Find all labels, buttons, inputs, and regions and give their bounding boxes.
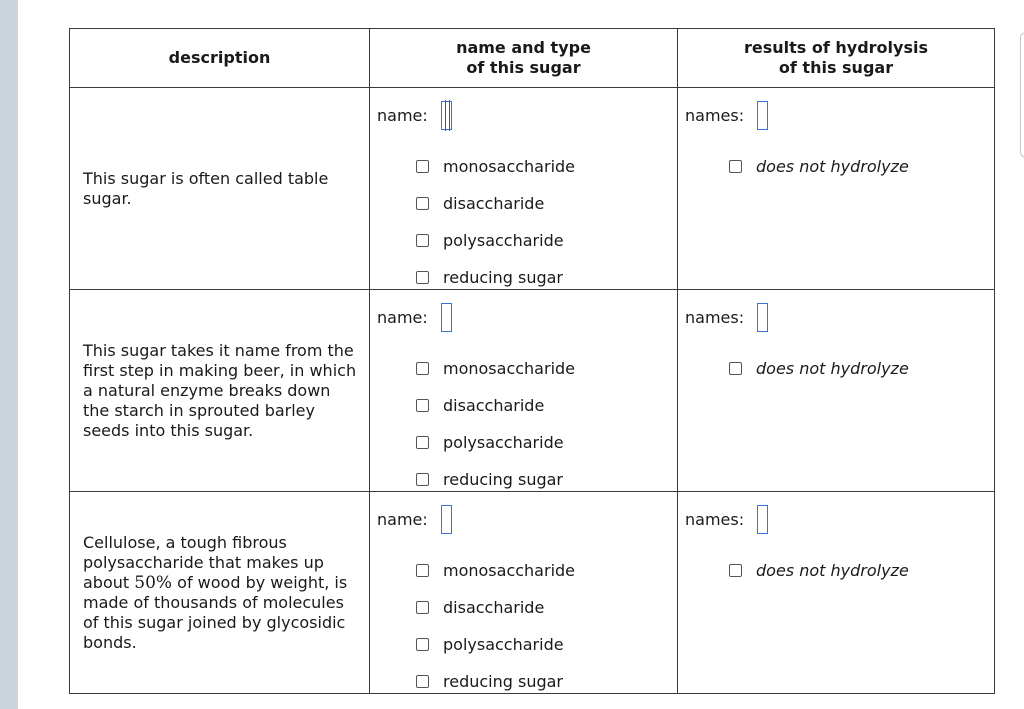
checkbox[interactable] xyxy=(729,362,742,375)
name-field-row xyxy=(377,303,452,332)
description-text: This sugar takes it name from the first step in making beer, in which a natural enzyme breaks down the starch in sprouted barley seeds into this sugar. xyxy=(83,340,357,440)
checkbox[interactable] xyxy=(416,436,429,449)
option-disaccharide[interactable]: disaccharide xyxy=(416,185,575,222)
name-answer-input[interactable] xyxy=(441,101,452,130)
checkbox[interactable] xyxy=(729,160,742,173)
option-does-not-hydrolyze[interactable]: does not hydrolyze xyxy=(729,552,909,589)
names-answer-input[interactable] xyxy=(757,303,768,332)
description-text: This sugar is often called table sugar. xyxy=(83,168,329,208)
name-label: name: xyxy=(377,510,428,529)
hydrolysis-cell xyxy=(678,290,995,492)
header-hydrolysis-line1: results of hydrolysis xyxy=(743,38,928,57)
checkbox[interactable] xyxy=(416,675,429,688)
name-field-row xyxy=(377,101,452,130)
name-label: name: xyxy=(377,106,428,125)
checkbox[interactable] xyxy=(416,601,429,614)
option-reducing-sugar[interactable]: reducing sugar xyxy=(416,461,575,498)
description-text: Cellulose, a tough fibrous polysaccharide that makes up about xyxy=(83,532,324,592)
option-disaccharide[interactable]: disaccharide xyxy=(416,589,575,626)
checkbox[interactable] xyxy=(416,234,429,247)
names-answer-input[interactable] xyxy=(757,101,768,130)
option-monosaccharide[interactable]: monosaccharide xyxy=(416,148,575,185)
description-text: of wood by weight, is made of thousands of molecules of this sugar joined by glycosidic bonds. xyxy=(83,572,348,652)
names-label: names: xyxy=(685,106,745,125)
option-does-not-hydrolyze[interactable]: does not hydrolyze xyxy=(729,148,909,185)
name-answer-input[interactable] xyxy=(441,303,452,332)
names-field-row xyxy=(685,505,768,534)
option-monosaccharide[interactable]: monosaccharide xyxy=(416,350,575,387)
option-disaccharide[interactable]: disaccharide xyxy=(416,387,575,424)
names-label: names: xyxy=(685,308,745,327)
option-polysaccharide[interactable]: polysaccharide xyxy=(416,626,575,663)
sugar-table xyxy=(69,28,995,694)
left-gutter xyxy=(0,0,18,709)
name-type-cell xyxy=(370,88,678,290)
checkbox[interactable] xyxy=(416,197,429,210)
type-options xyxy=(416,148,575,296)
header-name-type-line1: name and type xyxy=(456,38,591,57)
header-name-type xyxy=(370,29,678,88)
option-polysaccharide[interactable]: polysaccharide xyxy=(416,222,575,259)
percent-value: 50% xyxy=(134,572,173,593)
name-label: name: xyxy=(377,308,428,327)
name-type-cell xyxy=(370,492,678,694)
table-row xyxy=(70,492,995,694)
hydrolysis-cell xyxy=(678,492,995,694)
checkbox[interactable] xyxy=(416,160,429,173)
type-options xyxy=(416,350,575,498)
checkbox[interactable] xyxy=(729,564,742,577)
option-reducing-sugar[interactable]: reducing sugar xyxy=(416,259,575,296)
header-name-type-line2: of this sugar xyxy=(466,58,581,77)
header-row xyxy=(70,29,995,88)
header-hydrolysis xyxy=(678,29,995,88)
names-field-row xyxy=(685,101,768,130)
type-options xyxy=(416,552,575,700)
option-polysaccharide[interactable]: polysaccharide xyxy=(416,424,575,461)
name-type-cell xyxy=(370,290,678,492)
hydrolysis-cell xyxy=(678,88,995,290)
option-does-not-hydrolyze[interactable]: does not hydrolyze xyxy=(729,350,909,387)
description-cell xyxy=(70,88,370,290)
header-hydrolysis-line2: of this sugar xyxy=(778,58,894,77)
option-reducing-sugar[interactable]: reducing sugar xyxy=(416,663,575,700)
checkbox[interactable] xyxy=(416,271,429,284)
name-answer-input[interactable] xyxy=(441,505,452,534)
table-row xyxy=(70,290,995,492)
checkbox[interactable] xyxy=(416,362,429,375)
names-field-row xyxy=(685,303,768,332)
description-cell xyxy=(70,492,370,694)
table-row xyxy=(70,88,995,290)
checkbox[interactable] xyxy=(416,399,429,412)
checkbox[interactable] xyxy=(416,564,429,577)
checkbox[interactable] xyxy=(416,473,429,486)
name-field-row xyxy=(377,505,452,534)
names-label: names: xyxy=(685,510,745,529)
description-cell xyxy=(70,290,370,492)
option-monosaccharide[interactable]: monosaccharide xyxy=(416,552,575,589)
side-panel-edge xyxy=(1020,32,1024,158)
header-description: description xyxy=(70,29,370,88)
names-answer-input[interactable] xyxy=(757,505,768,534)
checkbox[interactable] xyxy=(416,638,429,651)
